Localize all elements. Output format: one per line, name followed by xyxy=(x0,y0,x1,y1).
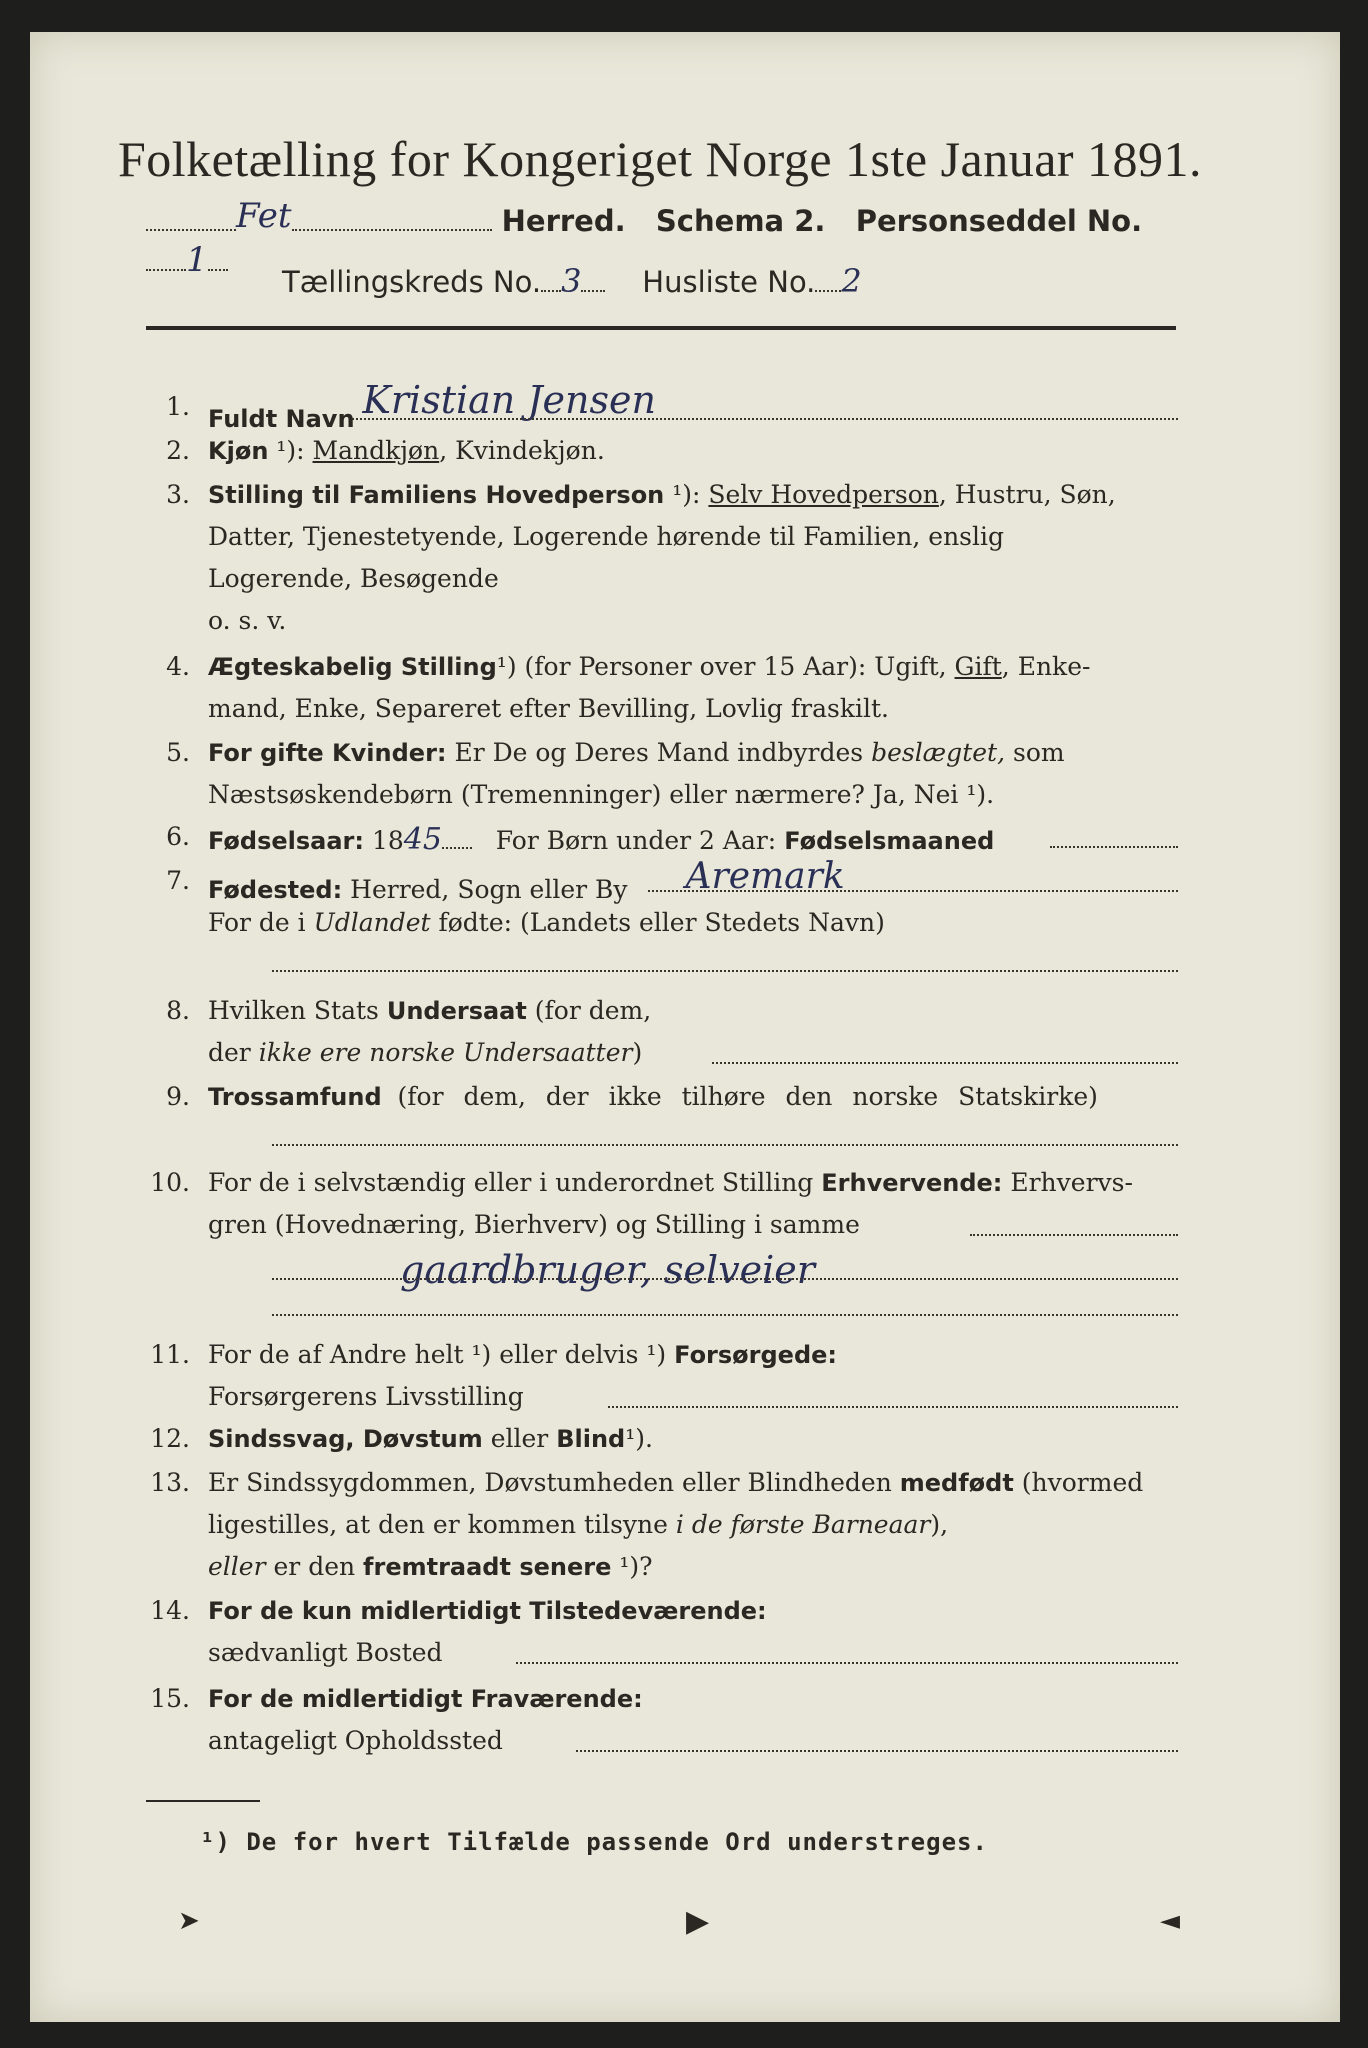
field-10-text-end: Erhvervs- xyxy=(1010,1168,1133,1197)
field-2-number: 2. xyxy=(166,436,190,465)
field-11-number: 11. xyxy=(150,1340,190,1369)
field-6-number: 6. xyxy=(166,822,190,851)
field-8-text: Hvilken Stats xyxy=(208,996,379,1025)
field-7-fill xyxy=(648,890,1178,892)
field-3-text-3: Logerende, Besøgende xyxy=(208,564,499,593)
kreds-dots-end xyxy=(581,262,605,292)
field-7-fill-2 xyxy=(272,970,1178,972)
field-13-italic: i de første Barneaar xyxy=(675,1510,931,1539)
personseddel-dots xyxy=(146,241,186,271)
field-12-sup: ¹). xyxy=(625,1424,653,1453)
field-6-label-2: Fødselsmaaned xyxy=(784,827,995,855)
field-4-text-2: mand, Enke, Separeret efter Bevilling, Lovlig fraskilt. xyxy=(208,694,889,723)
field-12-label: Sindssvag, Døvstum xyxy=(208,1425,483,1453)
field-13-text-3: er den xyxy=(273,1552,356,1581)
field-6-prefix: 18 xyxy=(371,826,404,855)
field-5-italic: beslægtet, xyxy=(871,738,1006,767)
field-7-text: Herred, Sogn eller By xyxy=(350,875,628,904)
field-3-text-2: Datter, Tjenestetyende, Logerende hørende til Familien, enslig xyxy=(208,522,1005,551)
field-13-text: Er Sindssygdommen, Døvstumheden eller Blindheden xyxy=(208,1468,892,1497)
kreds-dots xyxy=(541,262,561,292)
field-9-label: Trossamfund xyxy=(208,1083,382,1111)
field-3-option-selected: Selv Hovedperson xyxy=(708,480,939,509)
field-5-text-2: Næstsøskendebørn (Tremenninger) eller nærmere? Ja, Nei ¹). xyxy=(208,780,995,809)
field-1-label: Fuldt Navn xyxy=(208,405,355,433)
field-9-fill xyxy=(272,1144,1178,1146)
field-7-italic: Udlandet xyxy=(313,908,431,937)
field-14-label: For de kun midlertidigt Tilstedeværende: xyxy=(208,1597,767,1625)
registration-mark-center-icon: ▶ xyxy=(686,1904,710,1939)
field-8-italic: ikke ere norske Undersaatter xyxy=(258,1038,633,1067)
herred-dots-left xyxy=(146,201,236,231)
field-12-number: 12. xyxy=(150,1424,190,1453)
field-9-text: (for dem, der ikke tilhøre den norske Statskirke) xyxy=(397,1082,1098,1111)
field-5-text: Er De og Deres Mand indbyrdes xyxy=(454,738,864,767)
field-10-value: gaardbruger, selveier xyxy=(400,1248,815,1292)
field-13-label: medfødt xyxy=(899,1469,1014,1497)
field-8-fill xyxy=(712,1062,1178,1064)
field-2-label: Kjøn xyxy=(208,437,269,465)
field-10-number: 10. xyxy=(150,1168,190,1197)
field-10-fill-3 xyxy=(272,1314,1178,1316)
field-13-text-end: (hvormed xyxy=(1021,1468,1144,1497)
husliste-value: 2 xyxy=(841,262,862,300)
field-2-option: , Kvindekjøn. xyxy=(439,436,605,465)
field-4-text-end: , Enke- xyxy=(1001,652,1091,681)
personseddel-value: 1 xyxy=(186,240,208,280)
field-7-text-2b: fødte: (Landets eller Stedets Navn) xyxy=(438,908,885,937)
header-line-kreds xyxy=(282,262,1082,306)
field-11-fill xyxy=(608,1406,1178,1408)
field-7-text-2a: For de i xyxy=(208,908,306,937)
field-10-text-2: gren (Hovednæring, Bierhverv) og Stilling i samme xyxy=(208,1210,860,1239)
field-8-text-2a: der xyxy=(208,1038,251,1067)
field-1-number: 1. xyxy=(166,392,190,421)
field-13-italic-2: eller xyxy=(208,1552,266,1581)
field-10-text: For de i selvstændig eller i underordnet Stilling xyxy=(208,1168,814,1197)
footnote-rule xyxy=(146,1800,260,1802)
field-10-fill xyxy=(970,1234,1178,1236)
census-form-sheet xyxy=(30,32,1340,2022)
field-4-option-selected: Gift xyxy=(954,652,1002,681)
field-6-value: 45 xyxy=(403,822,442,857)
field-14-number: 14. xyxy=(150,1596,190,1625)
field-12-label-2: Blind xyxy=(556,1425,626,1453)
field-15-text-2: antageligt Opholdssted xyxy=(208,1726,503,1755)
personseddel-dots-end xyxy=(208,241,228,271)
field-5-number: 5. xyxy=(166,738,190,767)
herred-dots-right xyxy=(292,201,492,231)
herred-value: Fet xyxy=(236,196,292,236)
header-line-herred xyxy=(146,196,1176,280)
field-7-number: 7. xyxy=(166,866,190,895)
field-14-fill xyxy=(516,1662,1178,1664)
field-3-text-4: o. s. v. xyxy=(208,606,287,635)
field-13-number: 13. xyxy=(150,1468,190,1497)
field-3-options: , Hustru, Søn, xyxy=(938,480,1116,509)
field-13-label-2: fremtraadt senere xyxy=(363,1553,612,1581)
herred-label: Herred. xyxy=(501,204,626,238)
field-5-label: For gifte Kvinder: xyxy=(208,739,447,767)
field-4-text: ¹) (for Personer over 15 Aar): Ugift, xyxy=(496,652,947,681)
field-13-text-3b: ¹)? xyxy=(619,1552,653,1581)
field-3-number: 3. xyxy=(166,480,190,509)
field-12-text: eller xyxy=(490,1424,549,1453)
field-6-text: For Børn under 2 Aar: xyxy=(495,826,777,855)
field-8-number: 8. xyxy=(166,996,190,1025)
field-8-text-2b: ) xyxy=(632,1038,643,1067)
field-6-fill xyxy=(1050,846,1178,848)
field-8-text-end: (for dem, xyxy=(534,996,652,1025)
field-1-fill xyxy=(352,418,1178,420)
husliste-dots xyxy=(815,262,841,292)
kreds-value: 3 xyxy=(561,262,582,300)
form-title: Folketælling for Kongeriget Norge 1ste Januar 1891. xyxy=(117,131,1203,187)
field-6-dots xyxy=(442,829,472,849)
field-3-sup: ¹): xyxy=(672,480,701,509)
field-4-label: Ægteskabelig Stilling xyxy=(208,653,497,681)
field-4-number: 4. xyxy=(166,652,190,681)
field-15-fill xyxy=(576,1750,1178,1752)
footnote: ¹) De for hvert Tilfælde passende Ord understreges. xyxy=(200,1828,988,1856)
field-10-label: Erhvervende: xyxy=(821,1169,1003,1197)
header-rule xyxy=(146,326,1176,330)
field-11-text-2: Forsørgerens Livsstilling xyxy=(208,1382,524,1411)
field-7-value: Aremark xyxy=(685,856,845,897)
field-14-text-2: sædvanligt Bosted xyxy=(208,1638,443,1667)
registration-mark-right-icon: ◄ xyxy=(1160,1906,1180,1936)
field-9-number: 9. xyxy=(166,1082,190,1111)
field-13-text-2b: ), xyxy=(930,1510,949,1539)
schema-label: Schema 2. xyxy=(655,204,826,238)
field-7-label: Fødested: xyxy=(208,876,343,904)
field-15-label: For de midlertidigt Fraværende: xyxy=(208,1685,643,1713)
field-1-value: Kristian Jensen xyxy=(362,378,656,422)
husliste-label: Husliste No. xyxy=(642,265,816,299)
field-3-label: Stilling til Familiens Hovedperson xyxy=(208,481,665,509)
field-10-fill-2 xyxy=(272,1278,1178,1280)
kreds-label: Tællingskreds No. xyxy=(282,265,542,299)
field-11-label: Forsørgede: xyxy=(674,1341,838,1369)
registration-mark-left-icon: ➤ xyxy=(178,1906,200,1936)
field-15-number: 15. xyxy=(150,1684,190,1713)
field-5-text-end: som xyxy=(1012,738,1065,767)
field-6-label: Fødselsaar: xyxy=(208,827,364,855)
field-13-text-2a: ligestilles, at den er kommen tilsyne xyxy=(208,1510,668,1539)
field-2-option-selected: Mandkjøn xyxy=(312,436,440,465)
field-2-sup: ¹): xyxy=(276,436,305,465)
field-11-text: For de af Andre helt ¹) eller delvis ¹) xyxy=(208,1340,667,1369)
personseddel-label: Personseddel No. xyxy=(855,204,1143,238)
field-8-label: Undersaat xyxy=(386,997,527,1025)
